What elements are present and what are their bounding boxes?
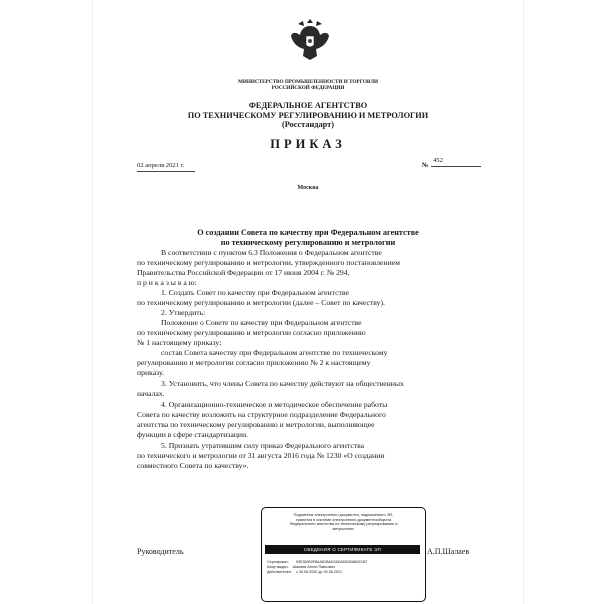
item-4-line: Совета по качеству возложить на структурное подразделение Федерального — [137, 410, 386, 419]
item-2a-line: № 1 настоящему приказу; — [137, 338, 222, 347]
order-date: 02 апреля 2021 г. — [137, 162, 185, 169]
coat-of-arms-icon — [290, 18, 330, 62]
electronic-signature-stamp — [261, 507, 426, 602]
stamp-header — [266, 513, 421, 532]
certificate-row — [267, 560, 367, 564]
preamble-line: Правительства Российской Федерации от 17 июня 2004 г. № 294, — [137, 268, 350, 277]
document-title: ПРИКАЗ — [270, 137, 346, 151]
order-city: Москва — [297, 185, 319, 191]
date-underline — [137, 171, 195, 172]
agency-name — [93, 101, 523, 130]
item-2a-line: Положение о Совете по качеству при Федеральном агентстве — [161, 318, 362, 327]
ministry-name — [93, 79, 523, 91]
item-3-line: 3. Установить, что члены Совета по качеству действуют на общественных — [161, 379, 404, 388]
item-5-line: 5. Признать утратившим силу приказ Федерального агентства — [161, 441, 365, 450]
order-subject — [93, 228, 523, 248]
owner-value: Шалаев Антон Павлович — [292, 565, 336, 569]
ministry-line-2: РОССИЙСКОЙ ФЕДЕРАЦИИ — [271, 85, 345, 91]
item-2a-line: по техническому регулированию и метрологии согласно приложению — [137, 328, 366, 337]
item-2-line: 2. Утвердить: — [161, 308, 206, 317]
preamble-line: В соответствии с пунктом 6.3 Положения о Федеральном агентстве — [161, 248, 382, 257]
certificate-label: Сертификат: — [267, 560, 289, 564]
item-1-line: по техническому регулированию и метрологии (далее – Совет по качеству). — [137, 298, 385, 307]
item-1-line: 1. Создать Совет по качеству при Федеральном агентстве — [161, 288, 349, 297]
order-number: 452 — [433, 157, 443, 164]
owner-label: Кому выдан: — [267, 565, 289, 569]
item-4-line: функции в сфере стандартизации. — [137, 430, 249, 439]
validity-label: Действителен: — [267, 570, 292, 574]
item-2b-line: регулированию и метрологии согласно приложению № 2 к настоящему — [137, 358, 371, 367]
stamp-header-line: Подлинник электронного документа, подписанного ЭП, — [293, 512, 394, 517]
item-3-line: началах. — [137, 389, 165, 398]
signatory-name: А.П.Шалаев — [427, 547, 470, 556]
subject-line-1: О создании Совета по качеству при Федеральном агентстве — [197, 228, 419, 237]
certificate-value: 03E36900F8AA81BAD4D0AD639AB0C087 — [295, 560, 368, 564]
agency-line-1: ФЕДЕРАЛЬНОЕ АГЕНТСТВО — [248, 101, 368, 110]
ministry-line-1: МИНИСТЕРСТВО ПРОМЫШЛЕННОСТИ И ТОРГОВЛИ — [237, 79, 379, 85]
stamp-header-line: метрологии. — [332, 526, 355, 532]
item-4-line: агентства по техническому регулированию и метрологии, выполняющее — [137, 420, 375, 429]
preamble-line: п р и к а з ы в а ю: — [137, 278, 197, 287]
item-5-line: совместного Совета по качеству». — [137, 461, 249, 470]
preamble-line: по техническому регулированию и метрологии, утвержденного постановлением — [137, 258, 400, 267]
order-number-label: № — [422, 162, 429, 169]
validity-row — [267, 570, 342, 574]
item-2b-line: приказу. — [137, 368, 164, 377]
stamp-header-line: хранится в системе электронного документооборота — [295, 516, 392, 522]
item-4-line: 4. Организационно-техническое и методическое обеспечение работы — [161, 400, 388, 409]
owner-row — [267, 565, 335, 569]
agency-line-3: (Росстандарт) — [282, 120, 334, 130]
item-5-line: по технического и метрологии от 31 августа 2016 года № 1230 «О создании — [137, 451, 385, 460]
stamp-header-line: Федерального агентства по техническому регулированию и — [289, 521, 398, 527]
agency-line-2: ПО ТЕХНИЧЕСКОМУ РЕГУЛИРОВАНИЮ И МЕТРОЛОГИИ — [187, 110, 429, 120]
certificate-info-bar: СВЕДЕНИЯ О СЕРТИФИКАТЕ ЭП — [265, 545, 420, 554]
subject-line-2: по техническому регулированию и метрологии — [220, 238, 396, 247]
validity-value: с 30.06.2020 до 30.06.2021 — [296, 570, 343, 574]
signatory-position: Руководитель — [137, 547, 184, 556]
document-page — [92, 0, 524, 604]
item-2b-line: состав Совета качеству при Федеральном агентстве по техническому — [161, 348, 388, 357]
number-underline — [431, 166, 481, 167]
